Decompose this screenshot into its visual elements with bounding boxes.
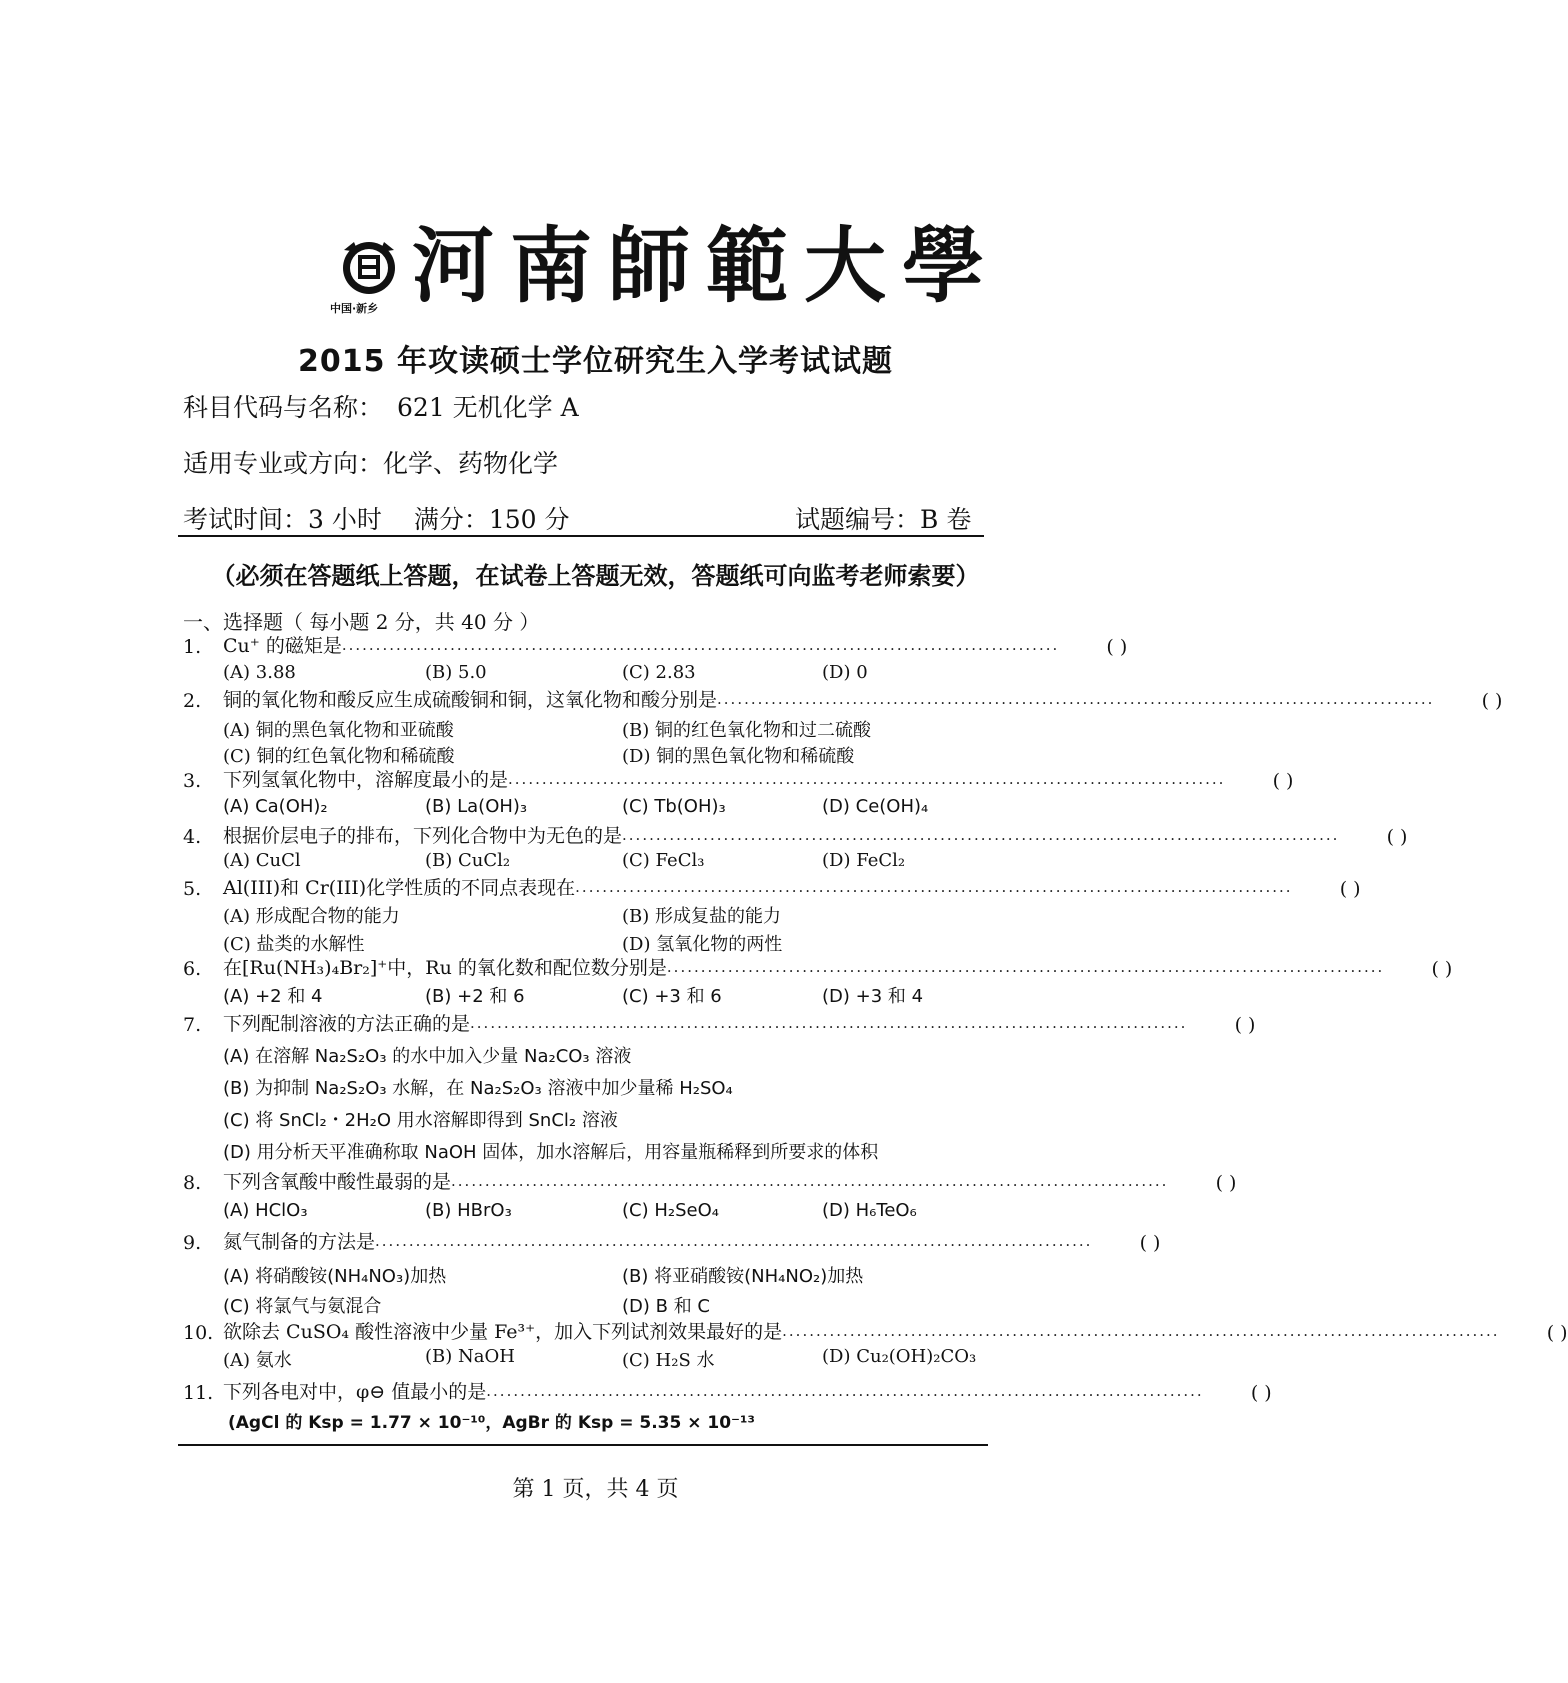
question-text: 下列各电对中，φ⊖ 值最小的是	[223, 1381, 487, 1403]
question-row	[183, 686, 1503, 712]
option: (B) +2 和 6	[425, 986, 525, 1007]
time-line	[183, 500, 570, 536]
question-row	[183, 766, 1294, 792]
option: (C) 将氯气与氨混合	[223, 1296, 382, 1317]
question-number: 6.	[183, 958, 202, 980]
option: (D) Cu₂(OH)₂CO₃	[822, 1346, 977, 1367]
question-row	[183, 822, 1408, 848]
answer-bracket: ( )	[1139, 1232, 1161, 1254]
option: (D) Ce(OH)₄	[822, 796, 929, 817]
dot-leader: ··········································································································	[508, 774, 1226, 792]
exam-title: 2015 年攻读硕士学位研究生入学考试试题	[298, 344, 893, 379]
footer-divider	[178, 1444, 988, 1446]
question-text: 氮气制备的方法是	[223, 1231, 376, 1253]
time-value: 3 小时	[308, 505, 382, 534]
dot-leader: ··········································································································	[782, 1326, 1500, 1344]
answer-bracket: ( )	[1250, 1382, 1272, 1404]
option: (D) +3 和 4	[822, 986, 924, 1007]
subject-line	[183, 388, 579, 424]
dot-leader: ··········································································································	[622, 830, 1340, 848]
option: (B) 铜的红色氧化物和过二硫酸	[622, 720, 871, 741]
question-note: (AgCl 的 Ksp = 1.77 × 10⁻¹⁰，AgBr 的 Ksp = 5.35 × 10⁻¹³	[228, 1413, 755, 1433]
option: (A) 氨水	[223, 1350, 292, 1371]
option: (D) H₆TeO₆	[822, 1200, 917, 1221]
score-label: 满分：	[413, 505, 489, 534]
dot-leader: ··········································································································	[451, 1176, 1169, 1194]
question-text: 在[Ru(NH₃)₄Br₂]⁺中，Ru 的氧化数和配位数分别是	[223, 957, 667, 979]
dot-leader: ··········································································································	[341, 640, 1060, 658]
question-row	[183, 1378, 1272, 1404]
subject-label: 科目代码与名称：	[183, 393, 384, 422]
option: (D) 氢氧化物的两性	[622, 934, 783, 955]
option: (A) Ca(OH)₂	[223, 796, 328, 817]
major-value: 化学、药物化学	[383, 449, 559, 478]
question-row	[183, 1318, 1568, 1344]
answer-bracket: ( )	[1431, 958, 1453, 980]
dot-leader: ··········································································································	[375, 1236, 1093, 1254]
answer-bracket: ( )	[1339, 878, 1361, 900]
option: (B) 5.0	[425, 662, 487, 683]
option: (A) 3.88	[223, 662, 296, 683]
question-text: 根据价层电子的排布，下列化合物中为无色的是	[223, 825, 623, 847]
answer-bracket: ( )	[1234, 1014, 1256, 1036]
question-text: 下列配制溶液的方法正确的是	[223, 1013, 471, 1035]
page-footer: 第 1 页，共 4 页	[512, 1477, 679, 1502]
question-text: Cu⁺ 的磁矩是	[223, 635, 342, 657]
question-number: 10.	[183, 1322, 214, 1344]
time-label: 考试时间：	[183, 505, 309, 534]
question-number: 3.	[183, 770, 202, 792]
option: (B) La(OH)₃	[425, 796, 528, 817]
option: (A) 形成配合物的能力	[223, 906, 400, 927]
option: (B) NaOH	[425, 1346, 515, 1367]
question-number: 11.	[183, 1382, 214, 1404]
answer-notice: （必须在答题纸上答题，在试卷上答题无效，答题纸可向监考老师索要）	[211, 562, 980, 590]
question-number: 1.	[183, 636, 202, 658]
question-number: 8.	[183, 1172, 202, 1194]
question-row	[183, 632, 1128, 658]
option: (A) 在溶解 Na₂S₂O₃ 的水中加入少量 Na₂CO₃ 溶液	[223, 1046, 632, 1067]
option: (D) 0	[822, 662, 868, 683]
option: (C) H₂SeO₄	[622, 1200, 719, 1221]
question-text: 下列氢氧化物中，溶解度最小的是	[223, 769, 509, 791]
question-text: 铜的氧化物和酸反应生成硫酸铜和铜，这氧化物和酸分别是	[223, 689, 718, 711]
option: (D) 用分析天平准确称取 NaOH 固体，加水溶解后，用容量瓶稀释到所要求的体积	[223, 1142, 879, 1163]
option: (C) 盐类的水解性	[223, 934, 365, 955]
question-number: 9.	[183, 1232, 202, 1254]
option: (A) CuCl	[223, 850, 301, 871]
answer-bracket: ( )	[1215, 1172, 1237, 1194]
dot-leader: ··········································································································	[486, 1386, 1204, 1404]
question-text: 欲除去 CuSO₄ 酸性溶液中少量 Fe³⁺，加入下列试剂效果最好的是	[223, 1321, 783, 1343]
option: (B) 将亚硝酸铵(NH₄NO₂)加热	[622, 1266, 864, 1287]
question-number: 2.	[183, 690, 202, 712]
option: (A) HClO₃	[223, 1200, 308, 1221]
option: (A) 铜的黑色氧化物和亚硫酸	[223, 720, 454, 741]
option: (C) H₂S 水	[622, 1350, 715, 1371]
code-line	[795, 500, 971, 536]
option: (C) 将 SnCl₂・2H₂O 用水溶解即得到 SnCl₂ 溶液	[223, 1110, 618, 1131]
option: (D) B 和 C	[622, 1296, 710, 1317]
major-label: 适用专业或方向：	[183, 449, 384, 478]
option: (B) 形成复盐的能力	[622, 906, 781, 927]
question-row	[183, 1168, 1237, 1194]
answer-bracket: ( )	[1106, 636, 1128, 658]
answer-bracket: ( )	[1481, 690, 1503, 712]
option: (B) HBrO₃	[425, 1200, 512, 1221]
major-line	[183, 444, 558, 480]
option: (C) 铜的红色氧化物和稀硫酸	[223, 746, 455, 767]
option: (A) +2 和 4	[223, 986, 323, 1007]
subject-value: 621 无机化学 A	[397, 393, 579, 422]
question-row	[183, 874, 1361, 900]
logo-caption: 中国·新乡	[330, 302, 379, 315]
answer-bracket: ( )	[1272, 770, 1294, 792]
dot-leader: ··········································································································	[575, 882, 1293, 900]
answer-bracket: ( )	[1386, 826, 1408, 848]
option: (B) CuCl₂	[425, 850, 511, 871]
option: (B) 为抑制 Na₂S₂O₃ 水解，在 Na₂S₂O₃ 溶液中加少量稀 H₂SO₄	[223, 1078, 733, 1099]
option: (D) FeCl₂	[822, 850, 906, 871]
option: (A) 将硝酸铵(NH₄NO₃)加热	[223, 1266, 447, 1287]
dot-leader: ··········································································································	[666, 962, 1385, 980]
question-text: Al(III)和 Cr(III)化学性质的不同点表现在	[223, 877, 576, 899]
option: (C) Tb(OH)₃	[622, 796, 726, 817]
answer-bracket: ( )	[1546, 1322, 1568, 1344]
question-row	[183, 954, 1453, 980]
university-name: 河南師範大學	[412, 218, 1001, 314]
question-row	[183, 1010, 1256, 1036]
code-label: 试题编号：	[795, 505, 921, 534]
option: (C) +3 和 6	[622, 986, 722, 1007]
section-heading: 一、选择题（ 每小题 2 分，共 40 分 ）	[183, 610, 540, 634]
dot-leader: ··········································································································	[470, 1018, 1188, 1036]
option: (C) 2.83	[622, 662, 696, 683]
question-number: 4.	[183, 826, 202, 848]
question-row	[183, 1228, 1161, 1254]
score-value: 150 分	[488, 505, 570, 534]
question-text: 下列含氧酸中酸性最弱的是	[223, 1171, 452, 1193]
option: (C) FeCl₃	[622, 850, 705, 871]
code-value: B 卷	[920, 505, 972, 534]
question-number: 5.	[183, 878, 202, 900]
dot-leader: ··········································································································	[717, 694, 1435, 712]
question-number: 7.	[183, 1014, 202, 1036]
option: (D) 铜的黑色氧化物和稀硫酸	[622, 746, 855, 767]
header-divider	[178, 535, 984, 537]
